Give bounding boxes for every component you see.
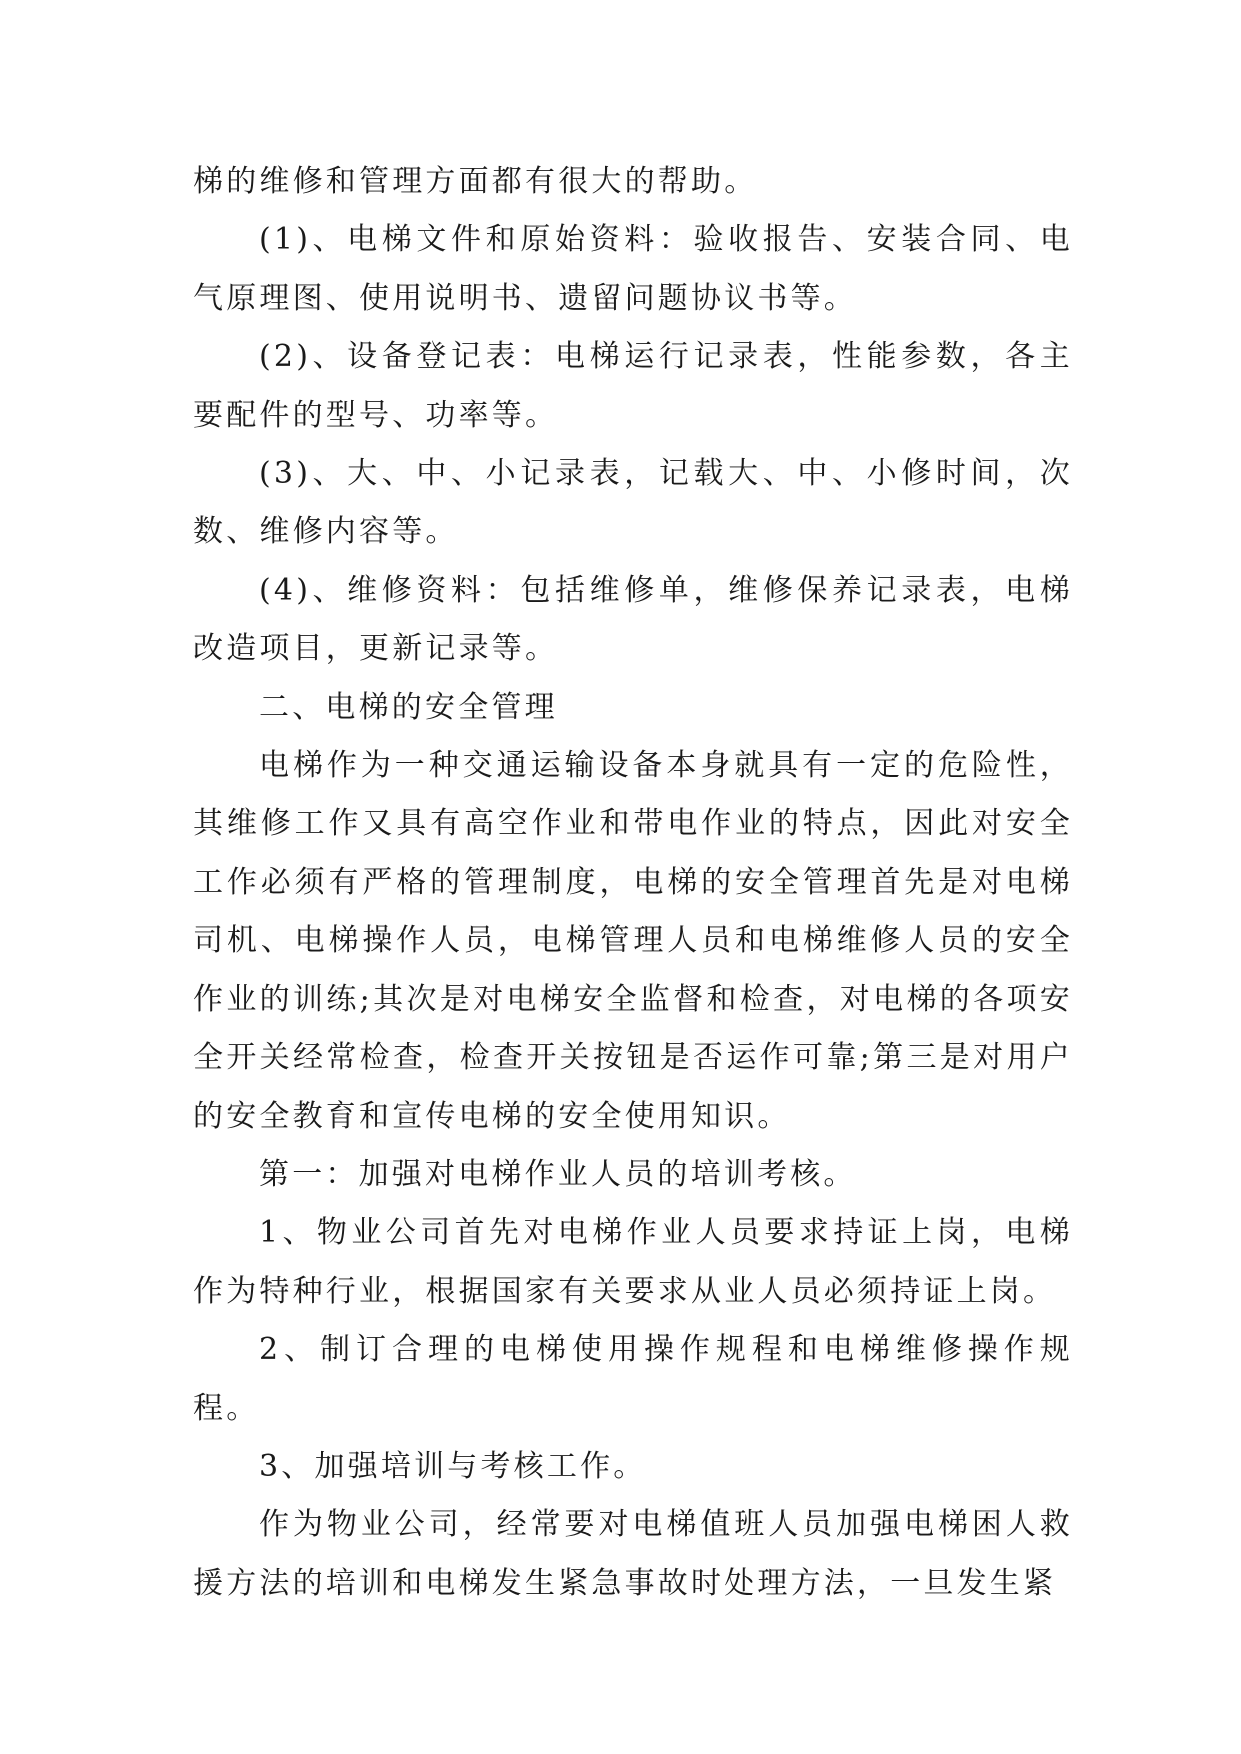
paragraph-training: 作为物业公司，经常要对电梯值班人员加强电梯困人救援方法的培训和电梯发生紧急事故时处理方法，一旦发生紧 — [193, 1507, 1073, 1601]
section-heading: 二、电梯的安全管理 — [259, 689, 558, 725]
paragraph-point-2: 2、制订合理的电梯使用操作规程和电梯维修操作规程。 — [193, 1332, 1073, 1426]
subsection-heading: 第一：加强对电梯作业人员的培训考核。 — [259, 1156, 857, 1192]
paragraph-continuation: 梯的维修和管理方面都有很大的帮助。 — [193, 164, 758, 199]
paragraph-item-4: (4)、维修资料：包括维修单，维修保养记录表，电梯改造项目，更新记录等。 — [193, 572, 1073, 667]
paragraph-safety-intro: 电梯作为一种交通运输设备本身就具有一定的危险性，其维修工作又具有高空作业和带电作业的特点，因此对安全工作必须有严格的管理制度，电梯的安全管理首先是对电梯司机、电梯操作人员，电梯管理人员和电梯维修人员的安全作业的训练;其次是对电梯安全监督和检查，对电梯的各项安全开关经常检查，检查开关按钮是否运作可靠;第三是对用户的安全教育和宣传电梯的安全使用知识。 — [193, 748, 1073, 1134]
document-body — [193, 153, 1073, 1613]
paragraph-item-1: (1)、电梯文件和原始资料：验收报告、安装合同、电气原理图、使用说明书、遗留问题协议书等。 — [193, 222, 1073, 316]
paragraph-item-2: (2)、设备登记表：电梯运行记录表，性能参数，各主要配件的型号、功率等。 — [193, 339, 1073, 433]
paragraph-item-3: (3)、大、中、小记录表，记载大、中、小修时间，次数、维修内容等。 — [193, 456, 1073, 550]
paragraph-point-1: 1、物业公司首先对电梯作业人员要求持证上岗，电梯作为特种行业，根据国家有关要求从业人员必须持证上岗。 — [193, 1215, 1073, 1309]
paragraph-point-3: 3、加强培训与考核工作。 — [259, 1448, 647, 1484]
